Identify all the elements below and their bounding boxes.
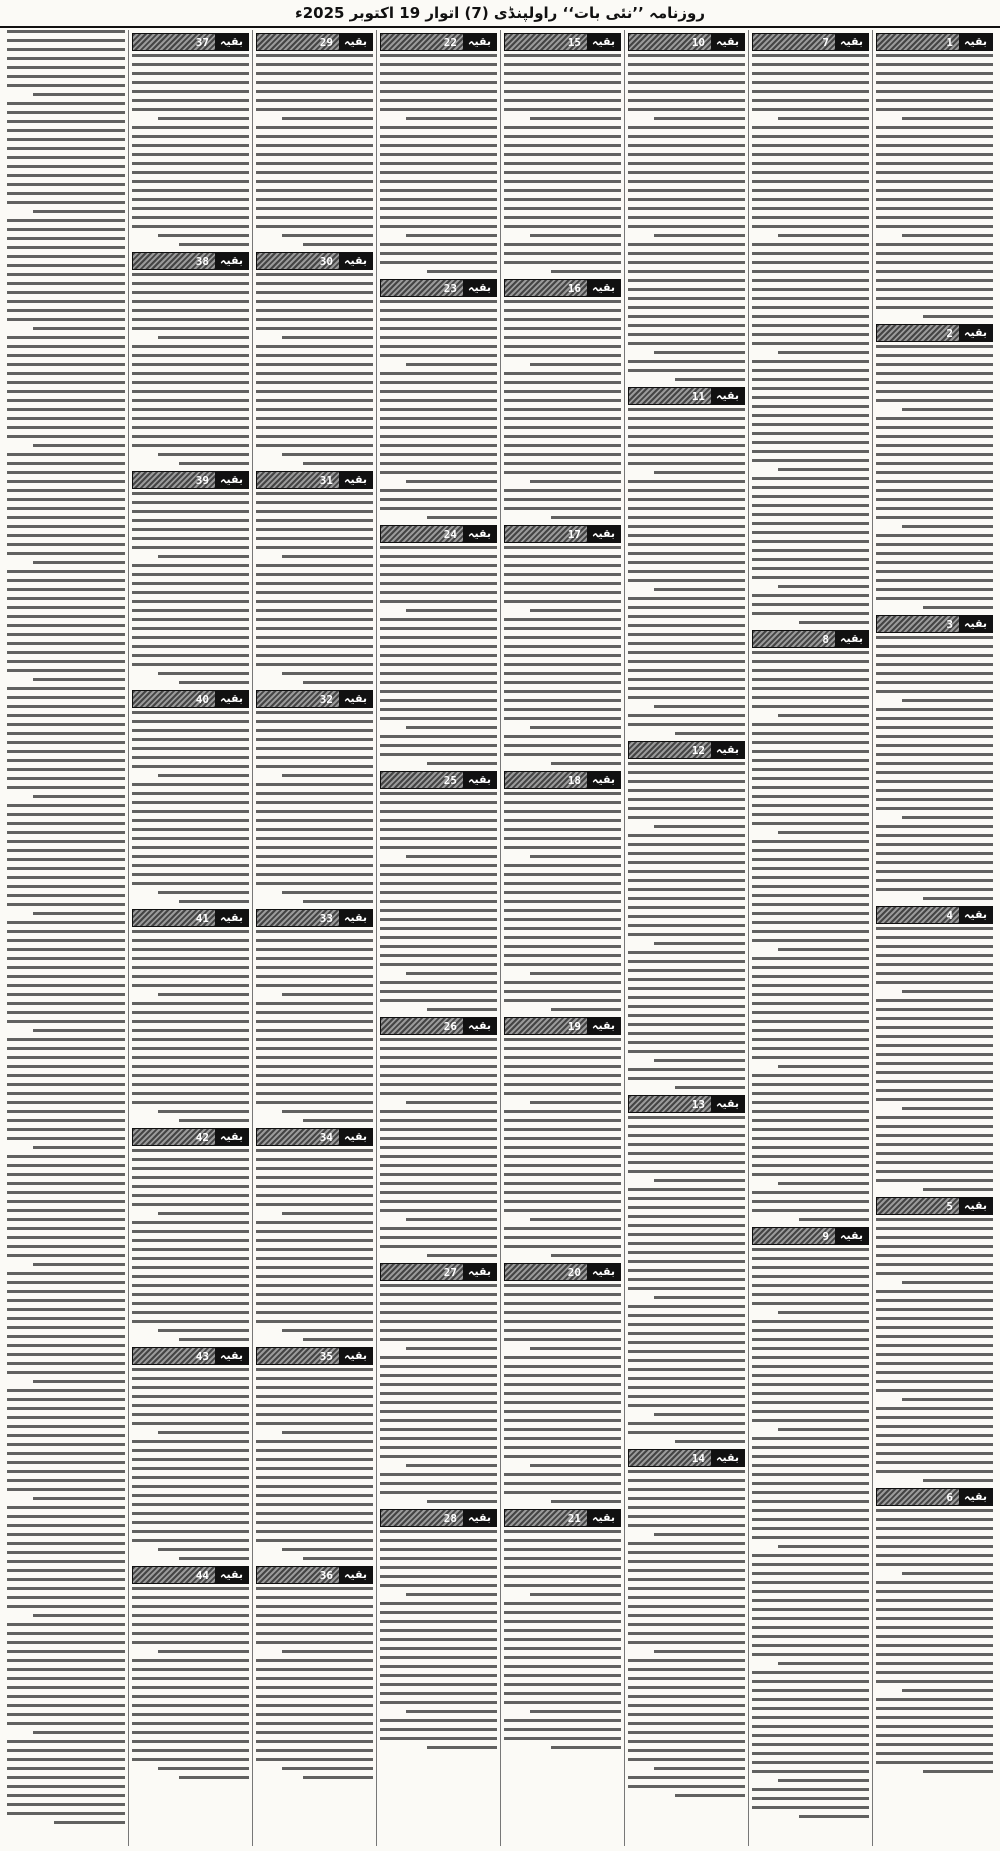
continuation-block [132, 909, 249, 1122]
continuation-label: بقیہ [463, 1264, 496, 1280]
continuation-block [380, 771, 497, 1011]
continuation-label: بقیہ [215, 910, 248, 926]
continuation-block [752, 1227, 869, 1818]
article-text [628, 762, 745, 1089]
continuation-label: بقیہ [463, 526, 496, 542]
continuation-label: بقیہ [339, 472, 372, 488]
continuation-block [132, 33, 249, 246]
continuation-block [380, 525, 497, 765]
continuation-tag [132, 909, 249, 927]
continuation-number: 1 [946, 35, 954, 49]
continuation-label: بقیہ [959, 1198, 992, 1214]
continuation-tag [504, 1263, 621, 1281]
continuation-number: 4 [946, 908, 954, 922]
continuation-block [256, 1128, 373, 1341]
continuation-number: 32 [319, 692, 334, 706]
continuation-tag [628, 387, 745, 405]
continuation-tag [256, 1128, 373, 1146]
continuation-number: 10 [691, 35, 706, 49]
article-text [876, 54, 993, 318]
continuation-label: بقیہ [835, 631, 868, 647]
continuation-number: 24 [443, 527, 458, 541]
article-text [752, 54, 869, 624]
article-text [132, 1149, 249, 1341]
continuation-label: بقیہ [711, 388, 744, 404]
continuation-block [256, 1566, 373, 1779]
article-text [256, 930, 373, 1122]
continuation-tag [876, 906, 993, 924]
article-text [132, 1587, 249, 1779]
continuation-label: بقیہ [587, 1264, 620, 1280]
continuation-label: بقیہ [587, 1510, 620, 1526]
continuation-tag [132, 252, 249, 270]
continuation-block [752, 630, 869, 1221]
article-text [876, 345, 993, 609]
continuation-number: 22 [443, 35, 458, 49]
continuation-label: بقیہ [339, 1129, 372, 1145]
continuation-number: 19 [567, 1019, 582, 1033]
news-column [500, 30, 624, 1846]
continuation-block [504, 33, 621, 273]
continuation-tag [752, 630, 869, 648]
continuation-block [256, 252, 373, 465]
continuation-tag [752, 33, 869, 51]
article-text [380, 300, 497, 519]
continuation-block [628, 741, 745, 1089]
continuation-block [132, 252, 249, 465]
continuation-tag [380, 1509, 497, 1527]
continuation-tag [876, 324, 993, 342]
article-text [504, 54, 621, 273]
continuation-tag [380, 279, 497, 297]
article-text [132, 711, 249, 903]
continuation-block [132, 1566, 249, 1779]
article-text [380, 1530, 497, 1749]
continuation-block [504, 525, 621, 765]
continuation-label: بقیہ [215, 691, 248, 707]
continuation-number: 37 [195, 35, 210, 49]
continuation-label: بقیہ [463, 772, 496, 788]
continuation-label: بقیہ [959, 325, 992, 341]
continuation-tag [380, 525, 497, 543]
continuation-label: بقیہ [339, 1348, 372, 1364]
article-text [7, 30, 125, 1824]
continuation-number: 18 [567, 773, 582, 787]
continuation-label: بقیہ [835, 1228, 868, 1244]
continuation-block [256, 33, 373, 246]
continuation-block [628, 1449, 745, 1797]
continuation-block [628, 1095, 745, 1443]
continuation-tag [876, 1488, 993, 1506]
continuation-tag [504, 1509, 621, 1527]
continuation-tag [256, 909, 373, 927]
continuation-tag [504, 33, 621, 51]
continuation-number: 35 [319, 1349, 334, 1363]
continuation-number: 9 [822, 1229, 830, 1243]
article-text [504, 1284, 621, 1503]
continuation-tag [504, 525, 621, 543]
continuation-tag [132, 1128, 249, 1146]
continuation-number: 20 [567, 1265, 582, 1279]
article-text [628, 408, 745, 735]
continuation-block [876, 33, 993, 318]
continuation-block [876, 1488, 993, 1773]
continuation-block [132, 1128, 249, 1341]
continuation-number: 39 [195, 473, 210, 487]
continuation-number: 17 [567, 527, 582, 541]
continuation-tag [628, 1449, 745, 1467]
continuation-label: بقیہ [959, 1489, 992, 1505]
continuation-label: بقیہ [711, 1096, 744, 1112]
continuation-number: 21 [567, 1511, 582, 1525]
article-text [504, 1038, 621, 1257]
article-text [876, 1509, 993, 1773]
continuation-block [132, 690, 249, 903]
article-text [752, 651, 869, 1221]
continuation-tag [132, 690, 249, 708]
continuation-block [380, 1017, 497, 1257]
continuation-number: 31 [319, 473, 334, 487]
article-text [256, 273, 373, 465]
continuation-block [380, 1263, 497, 1503]
continuation-block [256, 909, 373, 1122]
article-text [628, 1470, 745, 1797]
article-text [256, 1368, 373, 1560]
continuation-tag [752, 1227, 869, 1245]
news-column [128, 30, 252, 1846]
continuation-number: 30 [319, 254, 334, 268]
continuation-number: 12 [691, 743, 706, 757]
continuation-label: بقیہ [463, 1018, 496, 1034]
article-text [876, 636, 993, 900]
continuation-number: 2 [946, 326, 954, 340]
continuation-label: بقیہ [959, 34, 992, 50]
continuation-label: بقیہ [215, 34, 248, 50]
continuation-tag [628, 741, 745, 759]
continuation-block [132, 471, 249, 684]
continuation-tag [256, 1347, 373, 1365]
continuation-tag [256, 33, 373, 51]
article-text [380, 546, 497, 765]
news-column [4, 30, 128, 1846]
continuation-label: بقیہ [339, 1567, 372, 1583]
continuation-block [752, 33, 869, 624]
continuation-block [256, 1347, 373, 1560]
continuation-number: 14 [691, 1451, 706, 1465]
continuation-number: 25 [443, 773, 458, 787]
continuation-tag [628, 1095, 745, 1113]
continuation-block [876, 324, 993, 609]
continuation-number: 40 [195, 692, 210, 706]
continuation-label: بقیہ [587, 772, 620, 788]
continuation-tag [132, 471, 249, 489]
continuation-label: بقیہ [463, 34, 496, 50]
article-text [132, 1368, 249, 1560]
continuation-block [628, 33, 745, 381]
news-column [252, 30, 376, 1846]
continuation-tag [504, 279, 621, 297]
continuation-tag [380, 771, 497, 789]
continuation-number: 23 [443, 281, 458, 295]
continuation-label: بقیہ [463, 1510, 496, 1526]
continuation-label: بقیہ [339, 34, 372, 50]
continuation-label: بقیہ [215, 1348, 248, 1364]
continuation-tag [380, 1263, 497, 1281]
continuation-label: بقیہ [339, 253, 372, 269]
article-text [504, 300, 621, 519]
continuation-block [380, 33, 497, 273]
continuation-label: بقیہ [711, 34, 744, 50]
continuation-tag [504, 771, 621, 789]
news-column [748, 30, 872, 1846]
continuation-number: 16 [567, 281, 582, 295]
continuation-label: بقیہ [215, 253, 248, 269]
continuation-number: 29 [319, 35, 334, 49]
continuation-tag [256, 1566, 373, 1584]
continuation-block [504, 771, 621, 1011]
article-text [504, 1530, 621, 1749]
continuation-label: بقیہ [959, 907, 992, 923]
news-column [872, 30, 996, 1846]
continuation-label: بقیہ [959, 616, 992, 632]
continuation-number: 41 [195, 911, 210, 925]
news-column [624, 30, 748, 1846]
continuation-number: 8 [822, 632, 830, 646]
continuation-number: 42 [195, 1130, 210, 1144]
continuation-block [504, 279, 621, 519]
continuation-label: بقیہ [463, 280, 496, 296]
article-text [380, 54, 497, 273]
continuation-label: بقیہ [215, 1567, 248, 1583]
article-text [380, 792, 497, 1011]
article-text [132, 492, 249, 684]
continuation-tag [504, 1017, 621, 1035]
article-text [628, 54, 745, 381]
masthead: روزنامہ ’’نئی بات‘‘ راولپنڈی (7) اتوار 19 اکتوبر 2025ء [0, 0, 1000, 28]
continuation-number: 6 [946, 1490, 954, 1504]
article-text [256, 54, 373, 246]
continuation-label: بقیہ [711, 1450, 744, 1466]
article-text [380, 1284, 497, 1503]
article-text [256, 1149, 373, 1341]
continuation-block [876, 1197, 993, 1482]
continuation-number: 34 [319, 1130, 334, 1144]
article-text [504, 792, 621, 1011]
continuation-number: 28 [443, 1511, 458, 1525]
article-text [380, 1038, 497, 1257]
article-text [504, 546, 621, 765]
continuation-block [876, 615, 993, 900]
continuation-number: 26 [443, 1019, 458, 1033]
continuation-label: بقیہ [587, 280, 620, 296]
continuation-number: 27 [443, 1265, 458, 1279]
continuation-tag [256, 252, 373, 270]
article-text [256, 492, 373, 684]
continuation-tag [132, 1347, 249, 1365]
continuation-tag [628, 33, 745, 51]
article-text [876, 927, 993, 1191]
continuation-label: بقیہ [587, 526, 620, 542]
continuation-block [876, 906, 993, 1191]
continuation-block [628, 387, 745, 735]
continuation-number: 15 [567, 35, 582, 49]
continuation-tag [256, 471, 373, 489]
continuation-number: 11 [691, 389, 706, 403]
continuation-label: بقیہ [339, 691, 372, 707]
continuation-number: 43 [195, 1349, 210, 1363]
continuation-label: بقیہ [339, 910, 372, 926]
continuation-label: بقیہ [711, 742, 744, 758]
article-text [132, 273, 249, 465]
article-text [132, 54, 249, 246]
article-text [876, 1218, 993, 1482]
continuation-tag [132, 1566, 249, 1584]
continuation-number: 44 [195, 1568, 210, 1582]
continuation-number: 13 [691, 1097, 706, 1111]
continuation-block [132, 1347, 249, 1560]
article-text [256, 711, 373, 903]
continuation-number: 33 [319, 911, 334, 925]
continuation-block [504, 1509, 621, 1749]
continuation-number: 36 [319, 1568, 334, 1582]
continuation-block [504, 1263, 621, 1503]
article-text [752, 1248, 869, 1818]
continuation-number: 5 [946, 1199, 954, 1213]
continuation-tag [256, 690, 373, 708]
continuation-block [504, 1017, 621, 1257]
continuation-number: 3 [946, 617, 954, 631]
continuation-block [380, 1509, 497, 1749]
continuation-tag [876, 615, 993, 633]
continuation-tag [132, 33, 249, 51]
article-text [256, 1587, 373, 1779]
continuation-block [380, 279, 497, 519]
continuation-tag [876, 1197, 993, 1215]
continuation-label: بقیہ [587, 1018, 620, 1034]
continuation-label: بقیہ [835, 34, 868, 50]
continuation-tag [380, 1017, 497, 1035]
continuation-number: 7 [822, 35, 830, 49]
columns-grid [4, 30, 996, 1846]
continuation-label: بقیہ [215, 472, 248, 488]
continuation-tag [380, 33, 497, 51]
continuation-label: بقیہ [587, 34, 620, 50]
article-text [132, 930, 249, 1122]
article-text [628, 1116, 745, 1443]
continuation-number: 38 [195, 254, 210, 268]
continuation-block [256, 471, 373, 684]
continuation-label: بقیہ [215, 1129, 248, 1145]
continuation-tag [876, 33, 993, 51]
news-column [376, 30, 500, 1846]
continuation-block [256, 690, 373, 903]
